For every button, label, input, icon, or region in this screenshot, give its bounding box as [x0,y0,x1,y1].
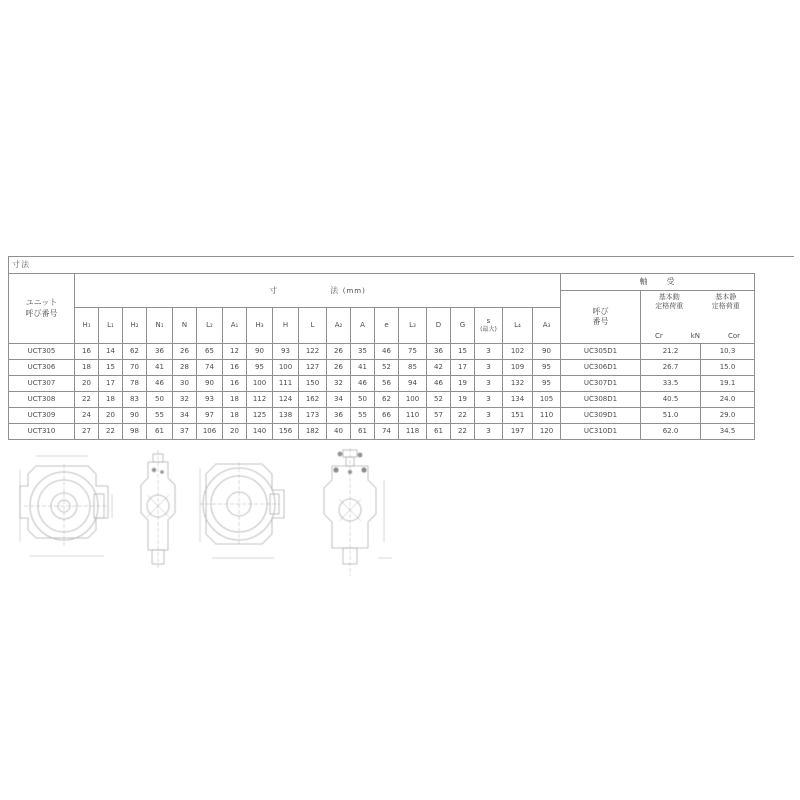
unit-number-cell: UCT309 [9,408,75,424]
dim-symbol: s [486,317,491,325]
dim-symbol-header [273,307,299,343]
cor-value-cell: 29.0 [701,408,755,424]
dim-value-cell: 140 [247,424,273,440]
dim-value-cell: 110 [533,408,561,424]
dim-symbol: e [384,321,389,330]
bearing-band-char-b: 受 [666,277,676,287]
dim-symbol-header [351,307,375,343]
unit-number-cell: UCT305 [9,344,75,360]
bearing-no-line2: 番号 [592,317,609,326]
dim-value-cell: 95 [533,376,561,392]
cr-value-cell: 26.7 [641,360,701,376]
bearing-band-header [561,274,755,291]
dim-value-cell: 15 [99,360,123,376]
dim-value-cell: 30 [173,376,197,392]
dim-value-cell: 41 [147,360,173,376]
dim-value-cell: 95 [533,360,561,376]
dim-value-cell: 62 [375,392,399,408]
dimension-table-section [8,256,794,440]
dim-value-cell: 32 [327,376,351,392]
cor-value-cell: 24.0 [701,392,755,408]
dim-value-cell: 52 [427,392,451,408]
dim-value-cell: 26 [173,344,197,360]
dim-value-cell: 124 [273,392,299,408]
dim-value-cell: 3 [475,424,503,440]
dim-value-cell: 3 [475,360,503,376]
dim-value-cell: 3 [475,392,503,408]
dim-value-cell: 16 [223,360,247,376]
dyn-rating-line1: 基本動 [658,293,680,301]
dim-value-cell: 41 [351,360,375,376]
dim-value-cell: 46 [427,376,451,392]
dim-symbol: L [310,321,315,330]
dim-value-cell: 109 [503,360,533,376]
cor-value-cell: 19.1 [701,376,755,392]
dim-symbol: H₃ [255,321,264,330]
dim-value-cell: 14 [99,344,123,360]
dim-value-cell: 32 [173,392,197,408]
dim-value-cell: 112 [247,392,273,408]
dim-value-cell: 56 [375,376,399,392]
dim-value-cell: 100 [247,376,273,392]
table-row [9,360,755,376]
dim-value-cell: 61 [427,424,451,440]
dim-symbol: H [282,321,289,330]
dim-value-cell: 16 [75,344,99,360]
dim-value-cell: 151 [503,408,533,424]
dim-value-cell: 122 [299,344,327,360]
dim-value-cell: 17 [99,376,123,392]
cr-value-cell: 40.5 [641,392,701,408]
dim-value-cell: 118 [399,424,427,440]
dim-value-cell: 134 [503,392,533,408]
static-rating-label [712,293,740,311]
s-max-note: (最大) [480,326,497,334]
dim-value-cell: 17 [451,360,475,376]
drawing-front-view-cartridge-unit [196,454,292,566]
dim-symbol: G [459,321,466,330]
stat-rating-line1: 基本静 [715,293,737,301]
dim-value-cell: 90 [197,376,223,392]
dim-value-cell: 3 [475,344,503,360]
dyn-rating-line2: 定格荷重 [655,301,684,310]
dim-value-cell: 12 [223,344,247,360]
dim-value-cell: 94 [399,376,427,392]
dim-value-cell: 83 [123,392,147,408]
bearing-number-column-header [561,291,641,344]
dim-value-cell: 35 [351,344,375,360]
dim-value-cell: 26 [327,360,351,376]
dim-value-cell: 15 [451,344,475,360]
load-rating-column-header [641,291,755,344]
dim-value-cell: 37 [173,424,197,440]
cr-value-cell: 62.0 [641,424,701,440]
dim-value-cell: 20 [223,424,247,440]
dim-value-cell: 90 [123,408,147,424]
dim-value-cell: 95 [247,360,273,376]
table-body [9,344,755,440]
unit-header-line2: 呼び番号 [25,308,58,318]
dim-value-cell: 127 [299,360,327,376]
dim-value-cell: 120 [533,424,561,440]
dim-value-cell: 19 [451,376,475,392]
dim-value-cell: 42 [427,360,451,376]
header-row-bands [9,274,755,291]
dim-value-cell: 105 [533,392,561,408]
dim-value-cell: 111 [273,376,299,392]
dim-symbol-header [533,307,561,343]
dim-value-cell: 57 [427,408,451,424]
dim-value-cell: 110 [399,408,427,424]
dim-band-unit: (mm) [342,286,366,295]
dim-symbol-header [223,307,247,343]
dim-value-cell: 55 [351,408,375,424]
dim-symbol-header [123,307,147,343]
cor-label: Cor [727,331,740,340]
dim-symbol-header [503,307,533,343]
dim-value-cell: 28 [173,360,197,376]
dim-value-cell: 93 [273,344,299,360]
bearing-number-cell: UC309D1 [561,408,641,424]
dim-value-cell: 52 [375,360,399,376]
dim-value-cell: 36 [147,344,173,360]
dim-band-char-a: 寸 [269,285,279,295]
dim-value-cell: 197 [503,424,533,440]
dim-value-cell: 173 [299,408,327,424]
cor-value-cell: 34.5 [701,424,755,440]
stat-rating-line2: 定格荷重 [711,301,740,310]
dim-value-cell: 61 [351,424,375,440]
dim-symbol: N₁ [155,321,164,330]
dim-value-cell: 20 [99,408,123,424]
dim-symbol-header [147,307,173,343]
bearing-number-cell: UC308D1 [561,392,641,408]
dim-value-cell: 90 [533,344,561,360]
dim-value-cell: 85 [399,360,427,376]
dim-value-cell: 46 [351,376,375,392]
dim-symbol: L₃ [409,321,416,330]
dim-value-cell: 138 [273,408,299,424]
dim-symbol-header [197,307,223,343]
dim-symbol-header [427,307,451,343]
dim-value-cell: 106 [197,424,223,440]
table-header [9,274,755,344]
dim-value-cell: 18 [99,392,123,408]
dim-symbol-header [327,307,351,343]
dim-symbol: A₃ [542,321,551,330]
table-row [9,392,755,408]
unit-header-line1: ユニット [25,298,58,308]
dim-symbol-header [247,307,273,343]
dim-value-cell: 3 [475,376,503,392]
dim-symbol: D [435,321,442,330]
dim-value-cell: 18 [223,392,247,408]
dim-value-cell: 156 [273,424,299,440]
dim-value-cell: 19 [451,392,475,408]
dim-value-cell: 18 [223,408,247,424]
dim-value-cell: 50 [351,392,375,408]
dim-value-cell: 90 [247,344,273,360]
dim-value-cell: 22 [75,392,99,408]
cr-value-cell: 21.2 [641,344,701,360]
load-rating-labels [641,293,754,311]
drawing-side-view-with-screw [312,446,398,581]
bearing-number-cell: UC305D1 [561,344,641,360]
dim-symbol-header [99,307,123,343]
dynamic-rating-label [655,293,683,311]
table-row [9,376,755,392]
dim-value-cell: 93 [197,392,223,408]
dim-symbol: H₂ [130,321,139,330]
dim-symbol-header [399,307,427,343]
unit-number-cell: UCT308 [9,392,75,408]
dim-value-cell: 62 [123,344,147,360]
dim-value-cell: 34 [327,392,351,408]
dim-value-cell: 36 [327,408,351,424]
unit-number-cell: UCT310 [9,424,75,440]
dim-value-cell: 34 [173,408,197,424]
dim-value-cell: 74 [375,424,399,440]
dim-symbol: N [181,321,188,330]
dim-value-cell: 18 [75,360,99,376]
bearing-number-cell: UC310D1 [561,424,641,440]
dim-value-cell: 27 [75,424,99,440]
table-row [9,424,755,440]
dim-band-char-b: 法 [330,285,340,295]
dim-symbol-header [75,307,99,343]
dim-value-cell: 65 [197,344,223,360]
dim-value-cell: 40 [327,424,351,440]
dim-symbol: H₁ [82,321,91,330]
cr-value-cell: 33.5 [641,376,701,392]
dim-value-cell: 98 [123,424,147,440]
dim-symbol: A [360,321,365,330]
dimension-table [8,273,755,440]
table-row [9,408,755,424]
dim-value-cell: 20 [75,376,99,392]
dim-symbol: L₁ [107,321,114,330]
bearing-number-cell: UC307D1 [561,376,641,392]
dim-value-cell: 162 [299,392,327,408]
dim-value-cell: 97 [197,408,223,424]
dim-symbol: A₁ [230,321,239,330]
dim-value-cell: 46 [147,376,173,392]
dim-value-cell: 26 [327,344,351,360]
cr-kn-cor-line [641,332,754,341]
dim-symbol-header [299,307,327,343]
dim-value-cell: 46 [375,344,399,360]
dim-symbol-header [375,307,399,343]
bearing-band-char-a: 軸 [639,277,649,287]
unit-number-cell: UCT307 [9,376,75,392]
dim-value-cell: 70 [123,360,147,376]
dim-value-cell: 22 [99,424,123,440]
dim-value-cell: 100 [273,360,299,376]
dim-value-cell: 132 [503,376,533,392]
dim-value-cell: 22 [451,408,475,424]
dim-value-cell: 61 [147,424,173,440]
dim-symbol-header [173,307,197,343]
cr-value-cell: 51.0 [641,408,701,424]
dim-value-cell: 102 [503,344,533,360]
table-row [9,344,755,360]
dimensions-band-header [75,274,561,308]
dim-value-cell: 74 [197,360,223,376]
dim-value-cell: 75 [399,344,427,360]
unit-number-cell: UCT306 [9,360,75,376]
dim-value-cell: 3 [475,408,503,424]
dim-value-cell: 22 [451,424,475,440]
dim-value-cell: 16 [223,376,247,392]
technical-drawings [0,446,800,586]
table-title: 寸法 [8,256,794,273]
bearing-no-line1: 呼び [592,306,609,316]
dim-symbol-header [451,307,475,343]
drawing-front-view-takeup-unit [14,450,118,568]
dim-value-cell: 50 [147,392,173,408]
dim-symbol-header [475,307,503,343]
dim-value-cell: 55 [147,408,173,424]
dim-value-cell: 182 [299,424,327,440]
cr-label: Cr [654,331,663,340]
dim-value-cell: 24 [75,408,99,424]
drawing-side-view-takeup-unit [134,448,184,573]
dim-symbol: A₂ [334,321,343,330]
dim-value-cell: 66 [375,408,399,424]
dim-value-cell: 78 [123,376,147,392]
cor-value-cell: 15.0 [701,360,755,376]
dim-value-cell: 36 [427,344,451,360]
cor-value-cell: 10.3 [701,344,755,360]
bearing-number-cell: UC306D1 [561,360,641,376]
kn-unit-label: kN [690,331,700,340]
dim-value-cell: 150 [299,376,327,392]
dim-value-cell: 100 [399,392,427,408]
dim-symbol: L₂ [206,321,213,330]
dim-value-cell: 125 [247,408,273,424]
dim-symbol: L₄ [514,321,521,330]
unit-number-column-header [9,274,75,344]
load-rating-wrap [641,291,754,343]
